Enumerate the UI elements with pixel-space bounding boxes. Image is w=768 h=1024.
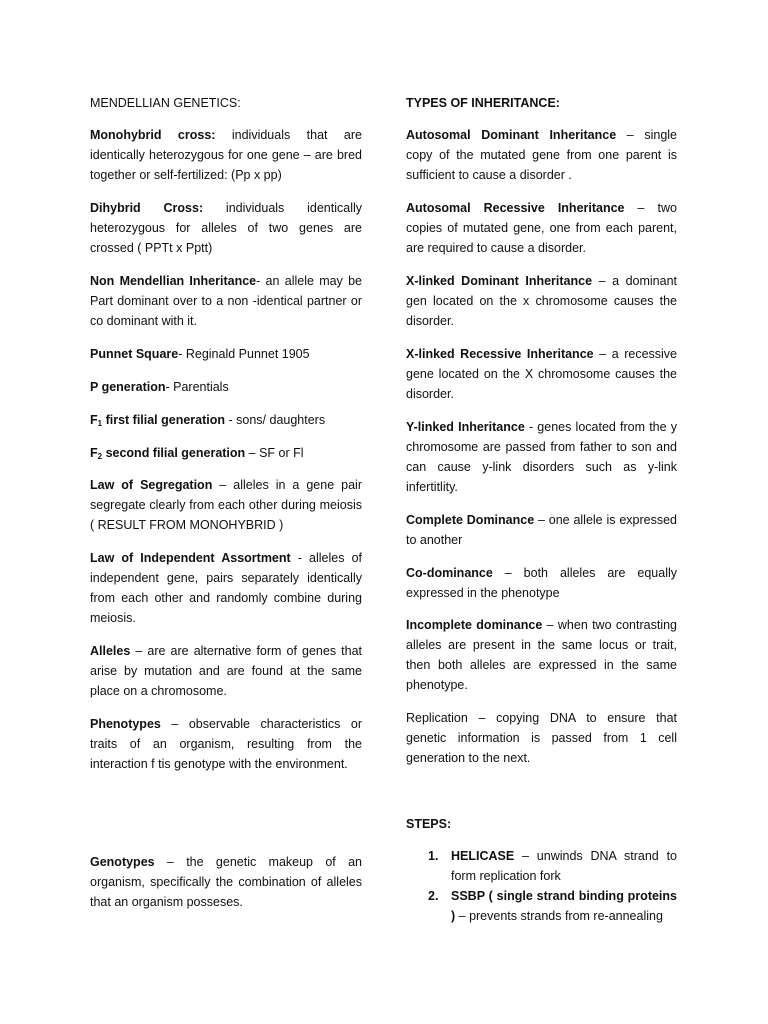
alleles-term: Alleles bbox=[90, 644, 131, 658]
non-mendellian-text: - an allele may be Part dominant over to a non -identical partner or co dominant with it. bbox=[90, 274, 362, 328]
monohybrid-definition bbox=[90, 125, 362, 185]
independent-term: Law of Independent Assortment bbox=[90, 551, 291, 565]
punnet-term: Punnet Square bbox=[90, 347, 179, 361]
replication-steps-list bbox=[406, 846, 677, 926]
step-term: HELICASE bbox=[451, 849, 515, 863]
p-generation-term: P generation bbox=[90, 380, 166, 394]
step-term: SSBP ( single strand binding proteins ) bbox=[451, 889, 677, 923]
phenotypes-term: Phenotypes bbox=[90, 717, 161, 731]
monohybrid-term: Monohybrid cross: bbox=[90, 128, 216, 142]
step-text: – prevents strands from re-annealing bbox=[455, 909, 663, 923]
autosomal-dominant-term: Autosomal Dominant Inheritance bbox=[406, 128, 617, 142]
punnet-square-definition bbox=[90, 344, 362, 364]
punnet-text: - Reginald Punnet 1905 bbox=[178, 347, 310, 361]
autosomal-dominant-definition bbox=[406, 125, 677, 185]
x-linked-dominant-definition bbox=[406, 271, 677, 331]
law-of-independent-assortment-definition bbox=[90, 548, 362, 628]
autosomal-recessive-term: Autosomal Recessive Inheritance bbox=[406, 201, 625, 215]
x-dominant-text: – a dominant gen located on the x chromosome causes the disorder. bbox=[406, 274, 678, 328]
y-linked-definition bbox=[406, 417, 677, 497]
step-item-helicase bbox=[406, 846, 677, 886]
types-of-inheritance-heading: TYPES OF INHERITANCE: bbox=[406, 96, 560, 110]
co-dominance-definition bbox=[406, 563, 677, 603]
step-text: – unwinds DNA strand to form replication fork bbox=[451, 849, 677, 883]
replication-definition: Replication – copying DNA to ensure that genetic information is passed from 1 cell generation to the next. bbox=[406, 711, 677, 765]
co-dominance-text: – both alleles are equally expressed in the phenotype bbox=[406, 566, 677, 600]
incomplete-dominance-term: Incomplete dominance bbox=[406, 618, 543, 632]
complete-dominance-term: Complete Dominance bbox=[406, 513, 535, 527]
x-dominant-term: X-linked Dominant Inheritance bbox=[406, 274, 593, 288]
dihybrid-definition bbox=[90, 198, 362, 258]
dihybrid-text: individuals identically heterozygous for alleles of two genes are crossed ( PPTt x Pptt) bbox=[90, 201, 362, 255]
y-linked-text: - genes located from the y chromosome are passed from father to son and can cause y-link disorders such as y-link infertitlity. bbox=[406, 420, 677, 494]
p-generation-text: - Parentials bbox=[165, 380, 229, 394]
y-linked-term: Y-linked Inheritance bbox=[406, 420, 525, 434]
f1-term: $F_1$ first filial generation bbox=[90, 413, 226, 428]
autosomal-recessive-text: – two copies of mutated gene, one from each parent, are required to cause a disorder. bbox=[406, 201, 677, 255]
non-mendellian-term: Non Mendellian Inheritance bbox=[90, 274, 257, 288]
alleles-definition bbox=[90, 641, 362, 701]
step-number: 1. bbox=[428, 849, 439, 863]
f1-definition bbox=[90, 410, 362, 434]
x-recessive-term: X-linked Recessive Inheritance bbox=[406, 347, 594, 361]
step-number: 2. bbox=[428, 889, 439, 903]
steps-heading: STEPS: bbox=[406, 817, 452, 831]
phenotypes-definition bbox=[90, 714, 362, 774]
complete-dominance-text: – one allele is expressed to another bbox=[406, 513, 677, 547]
autosomal-dominant-text: – single copy of the mutated gene from one parent is sufficient to cause a disorder . bbox=[406, 128, 678, 182]
genotypes-term: Genotypes bbox=[90, 855, 155, 869]
autosomal-recessive-definition bbox=[406, 198, 677, 258]
x-linked-recessive-definition bbox=[406, 344, 677, 404]
independent-text: - alleles of independent gene, pairs separately identically from each other and randomly combine during meiosis. bbox=[90, 551, 362, 625]
f2-term: $F_2$ second filial generation bbox=[90, 446, 246, 461]
mendellian-genetics-heading: MENDELLIAN GENETICS: bbox=[90, 96, 241, 110]
genotypes-text: – the genetic makeup of an organism, specifically the combination of alleles that an organism posseses. bbox=[90, 855, 362, 909]
incomplete-dominance-text: – when two contrasting alleles are present in the same locus or trait, then both alleles are expressed in the same phenotype. bbox=[406, 618, 677, 692]
x-recessive-text: – a recessive gene located on the X chromosome causes the disorder. bbox=[406, 347, 677, 401]
segregation-text: – alleles in a gene pair segregate clearly from each other during meiosis ( RESULT FROM MONOHYBRID ) bbox=[90, 478, 362, 532]
dihybrid-term: Dihybrid Cross: bbox=[90, 201, 204, 215]
f1-text: - sons/ daughters bbox=[225, 413, 326, 427]
f2-text: – SF or Fl bbox=[245, 446, 304, 460]
genotypes-definition bbox=[90, 852, 362, 912]
step-item-ssbp bbox=[406, 886, 677, 926]
alleles-text: – are are alternative form of genes that arise by mutation and are found at the same place on a chromosome. bbox=[90, 644, 362, 698]
complete-dominance-definition bbox=[406, 510, 677, 550]
non-mendellian-definition bbox=[90, 271, 362, 331]
co-dominance-term: Co-dominance bbox=[406, 566, 493, 580]
phenotypes-text: – observable characteristics or traits of an organism, resulting from the interaction f tis genotype with the environment. bbox=[90, 717, 362, 771]
law-of-segregation-definition bbox=[90, 475, 362, 535]
monohybrid-text: individuals that are identically heterozygous for one gene – are bred together or self-fertilized: (Pp x pp) bbox=[90, 128, 362, 182]
incomplete-dominance-definition bbox=[406, 615, 677, 695]
p-generation-definition bbox=[90, 377, 362, 397]
segregation-term: Law of Segregation bbox=[90, 478, 213, 492]
f2-definition bbox=[90, 443, 362, 467]
